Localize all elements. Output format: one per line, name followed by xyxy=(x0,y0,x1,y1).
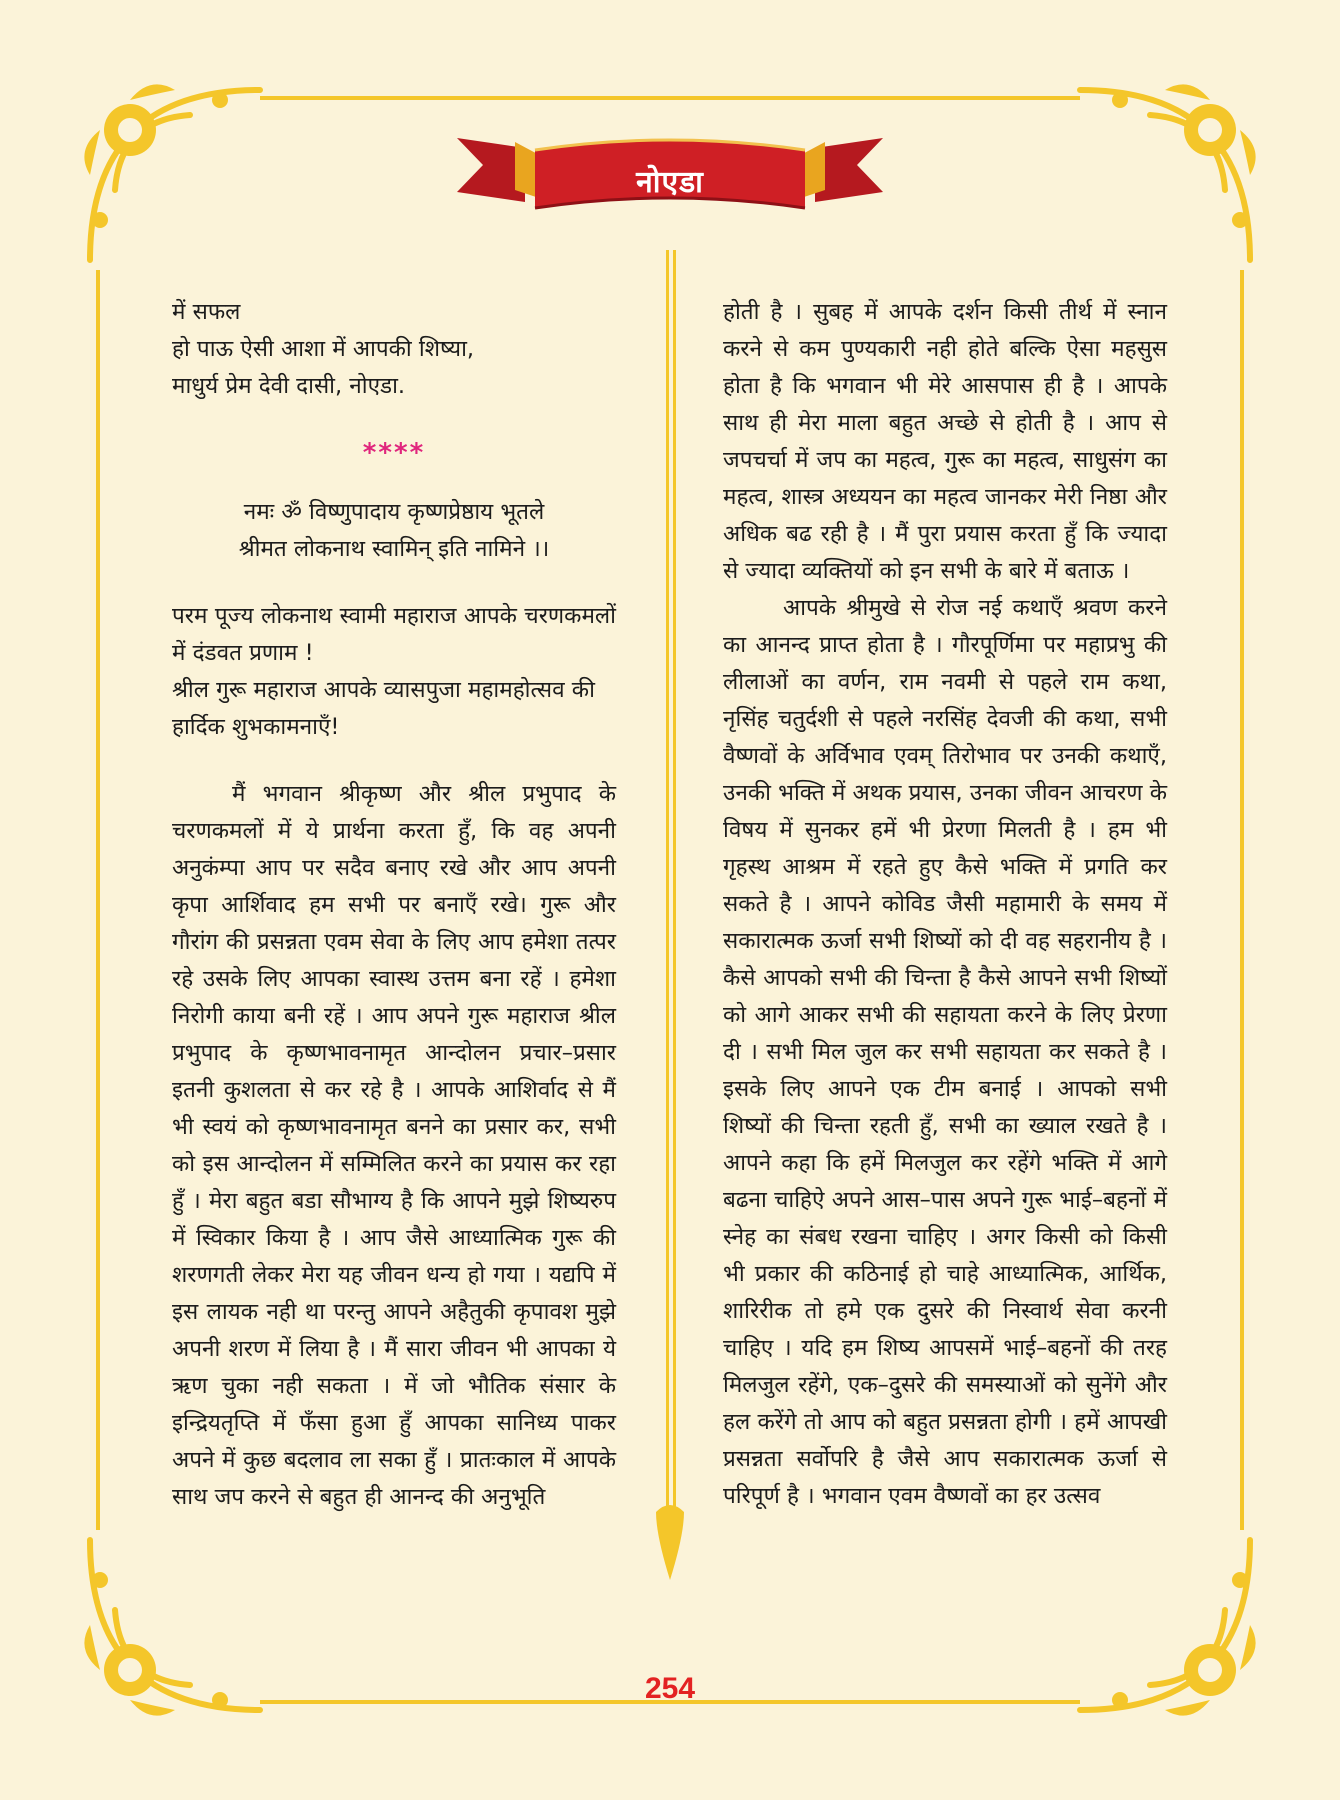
right-column xyxy=(723,294,1167,1515)
frame-top-line xyxy=(260,96,1080,100)
corner-ornament-bottom-right xyxy=(1060,1520,1270,1730)
body-paragraph: मैं भगवान श्रीकृष्ण और श्रील प्रभुपाद के चरणकमलों में ये प्रार्थना करता हुँ, कि वह अपनी अनुकंम्पा आप पर सदैव बनाए रखे और आप अपनी कृपा आर्शिवाद हम सभी पर बनाएँ रखे। गुरू और गौरांग की प्रसन्नता एवम सेवा के लिए आप हमेशा तत्पर रहे उसके लिए आपका स्वास्थ उत्तम बना रहें । हमेशा निरोगी काया बनी रहें । आप अपने गुरू महाराज श्रील प्रभुपाद के कृष्णभावनामृत आन्दोलन प्रचार–प्रसार इतनी कुशलता से कर रहे है । आपके आशिर्वाद से मैं भी स्वयं को कृष्णभावनामृत बनने का प्रसार कर, सभी को इस आन्दोलन में सम्मिलित करने का प्रयास कर रहा हुँ । मेरा बहुत बडा सौभाग्य है कि आपने मुझे शिष्यरुप में स्विकार किया है । आप जैसे आध्यात्मिक गुरू की शरणगती लेकर मेरा यह जीवन धन्य हो गया । यद्यपि में इस लायक नही था परन्तु आपने अहैतुकी कृपावश मुझे अपनी शरण में लिया है । मैं सारा जीवन भी आपका ये ऋण चुका नही सकता । में जो भौतिक संसार के इन्द्रियतृप्ति में फँसा हुआ हुँ आपका सानिध्य पाकर अपने में कुछ बदलाव ला सका हुँ । प्रातःकाल में आपके साथ जप करने से बहुत ही आनन्द की अनुभूति xyxy=(172,781,616,1510)
closing-line: हो पाऊ ऐसी आशा में आपकी शिष्या, xyxy=(172,336,475,362)
salutation: परम पूज्य लोकनाथ स्वामी महाराज आपके चरणकमलों में दंडवत प्रणाम ! xyxy=(172,603,616,666)
mantra-line: श्रीमत लोकनाथ स्वामिन् इति नामिने ।। xyxy=(238,536,550,562)
page-number: 254 xyxy=(644,1672,696,1705)
closing-line: माधुर्य प्रेम देवी दासी, नोएडा. xyxy=(172,373,406,399)
section-title: नोएडा xyxy=(636,165,704,200)
left-column xyxy=(172,294,616,1516)
section-separator: **** xyxy=(362,438,426,468)
frame-left-line xyxy=(96,270,100,1530)
corner-ornament-top-right xyxy=(1060,70,1270,280)
greeting: श्रील गुरू महाराज आपके व्यासपुजा महामहोत्सव की हार्दिक शुभकामनाएँ! xyxy=(172,677,595,740)
mantra-line: नमः ॐ विष्णुपादाय कृष्णप्रेष्ठाय भूतले xyxy=(243,499,545,525)
corner-ornament-bottom-left xyxy=(70,1520,280,1730)
corner-ornament-top-left xyxy=(70,70,280,280)
column-divider xyxy=(640,250,700,1590)
frame-right-line xyxy=(1240,270,1244,1530)
body-paragraph: होती है । सुबह में आपके दर्शन किसी तीर्थ में स्नान करने से कम पुण्यकारी नही होते बल्कि ऐसा महसुस होता है कि भगवान भी मेरे आसपास ही है । आपके साथ ही मेरा माला बहुत अच्छे से होती है । आप से जपचर्चा में जप का महत्व, गुरू का महत्व, साधुसंग का महत्व, शास्त्र अध्ययन का महत्व जानकर मेरी निष्ठा और अधिक बढ रही है । मैं पुरा प्रयास करता हुँ कि ज्यादा से ज्यादा व्यक्तियों को इन सभी के बारे में बताऊ । xyxy=(723,299,1167,584)
closing-line: में सफल xyxy=(172,299,241,325)
body-paragraph: आपके श्रीमुखे से रोज नई कथाएँ श्रवण करने का आनन्द प्राप्त होता है । गौरपूर्णिमा पर महाप्रभु की लीलाओं का वर्णन, राम नवमी से पहले राम कथा, नृसिंह चतुर्दशी से पहले नरसिंह देवजी की कथा, सभी वैष्णवों के अर्विभाव एवम् तिरोभाव पर उनकी कथाएँ, उनकी भक्ति में अथक प्रयास, उनका जीवन आचरण के विषय में सुनकर हमें भी प्रेरणा मिलती है । हम भी गृहस्थ आश्रम में रहते हुए कैसे भक्ति में प्रगति कर सकते है । आपने कोविड जैसी महामारी के समय में सकारात्मक ऊर्जा सभी शिष्यों को दी वह सहरानीय है । कैसे आपको सभी की चिन्ता है कैसे आपने सभी शिष्यों को आगे आकर सभी की सहायता करने के लिए प्रेरणा दी । सभी मिल जुल कर सभी सहायता कर सकते है । इसके लिए आपने एक टीम बनाई । आपको सभी शिष्यों की चिन्ता रहती हुँ, सभी का ख्याल रखते है । आपने कहा कि हमें मिलजुल कर रहेंगे भक्ति में आगे बढना चाहिऐ अपने आस–पास अपने गुरू भाई–बहनों में स्नेह का संबध रखना चाहिए । अगर किसी को किसी भी प्रकार की कठिनाई हो चाहे आध्यात्मिक, आर्थिक, शारिरीक तो हमे एक दुसरे की निस्वार्थ सेवा करनी चाहिए । यदि हम शिष्य आपसमें भाई–बहनों की तरह मिलजुल रहेंगे, एक–दुसरे की समस्याओं को सुनेंगे और हल करेंगे तो आप को बहुत प्रसन्नता होगी । हमें आपखी प्रसन्नता सर्वोपरि है जैसे आप सकारात्मक ऊर्जा से परिपूर्ण है । भगवान एवम वैष्णवों का हर उत्सव xyxy=(723,595,1167,1509)
